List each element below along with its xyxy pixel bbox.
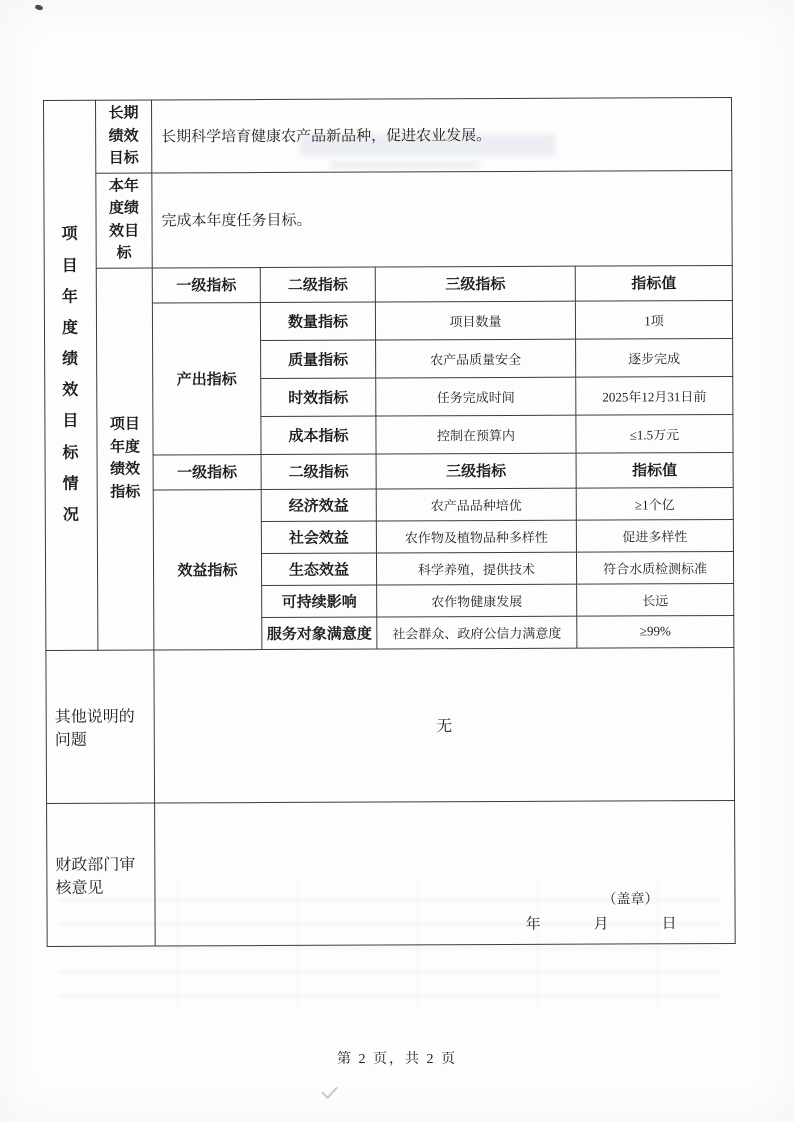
annual-label: 本年度绩效目标: [108, 178, 140, 262]
indicator-level3: 农作物健康发展: [377, 584, 577, 617]
header-level2: 二级指标: [260, 267, 375, 303]
indicator-level3: 社会群众、政府公信力满意度: [377, 616, 577, 649]
row-other-issues: [46, 647, 735, 803]
section-label-cell: [44, 100, 98, 650]
other-issues-value: 无: [154, 647, 735, 803]
indicator-value: ≥1个亿: [576, 487, 733, 520]
indicator-level2: 可持续影响: [262, 585, 377, 618]
section-label: 项目年度绩效目标情况: [61, 226, 80, 524]
header-level1: 一级指标: [153, 454, 261, 489]
form-sheet: [43, 97, 736, 946]
header-value: 指标值: [575, 265, 732, 301]
scan-speck-artifact: [34, 4, 43, 11]
header-level1: 一级指标: [152, 267, 260, 302]
indicator-level3: 农产品质量安全: [376, 339, 576, 378]
performance-target-table: [43, 97, 736, 946]
annual-label-cell: [96, 173, 152, 268]
indicator-level3: 项目数量: [375, 301, 575, 340]
indicator-level2: 质量指标: [261, 340, 376, 379]
indicator-level3: 任务完成时间: [376, 377, 576, 416]
indicators-label: 项目年度绩效指标: [109, 416, 141, 501]
indicator-level2: 成本指标: [261, 416, 376, 455]
row-indicator-header-1: [44, 265, 732, 303]
header-level3: 三级指标: [375, 266, 575, 302]
indicator-level2: 社会效益: [261, 521, 376, 554]
header-level2: 二级指标: [261, 454, 376, 490]
indicator-value: 符合水质检测标准: [576, 551, 733, 584]
indicator-level3: 科学养殖，提供技术: [376, 552, 576, 585]
header-value: 指标值: [576, 452, 733, 488]
indicator-level3: 控制在预算内: [376, 415, 576, 454]
finance-review-label: 财政部门审核意见: [47, 803, 156, 946]
indicator-value: ≤1.5万元: [576, 414, 733, 453]
date-line: 年 月 日: [525, 915, 679, 933]
indicator-level2: 经济效益: [261, 489, 376, 522]
long-term-label-cell: [96, 100, 152, 173]
long-term-label: 长期绩效目标: [108, 105, 139, 167]
annual-value: 完成本年度任务目标。: [152, 170, 732, 268]
other-issues-label: 其他说明的问题: [46, 650, 155, 803]
output-group-label: 产出指标: [152, 302, 261, 454]
indicator-level2: 数量指标: [260, 302, 375, 341]
pencil-mark-artifact: [321, 1082, 338, 1099]
indicator-level2: 服务对象满意度: [262, 617, 377, 650]
indicator-value: 长远: [577, 583, 734, 616]
indicator-level3: 农产品品种培优: [376, 488, 576, 521]
indicator-level3: 农作物及植物品种多样性: [376, 520, 576, 553]
row-long-term: [44, 97, 732, 173]
finance-review-area: [155, 800, 736, 946]
benefit-group-label: 效益指标: [153, 489, 262, 649]
seal-placeholder: （盖章）: [602, 892, 659, 908]
indicator-value: 逐步完成: [576, 338, 733, 377]
row-annual: [44, 170, 732, 268]
indicator-value: 2025年12月31日前: [576, 376, 733, 415]
indicator-level2: 生态效益: [261, 553, 376, 586]
row-finance-review: [47, 800, 736, 946]
header-level3: 三级指标: [376, 453, 576, 489]
indicator-value: 促进多样性: [576, 519, 733, 552]
indicator-level2: 时效指标: [261, 378, 376, 417]
indicator-value: ≥99%: [577, 615, 734, 648]
indicators-label-cell: [96, 268, 154, 650]
long-term-value: 长期科学培育健康农产品新品种，促进农业发展。: [152, 97, 732, 172]
page-number: 第 2 页，共 2 页: [337, 1052, 457, 1067]
indicator-value: 1项: [575, 300, 732, 339]
